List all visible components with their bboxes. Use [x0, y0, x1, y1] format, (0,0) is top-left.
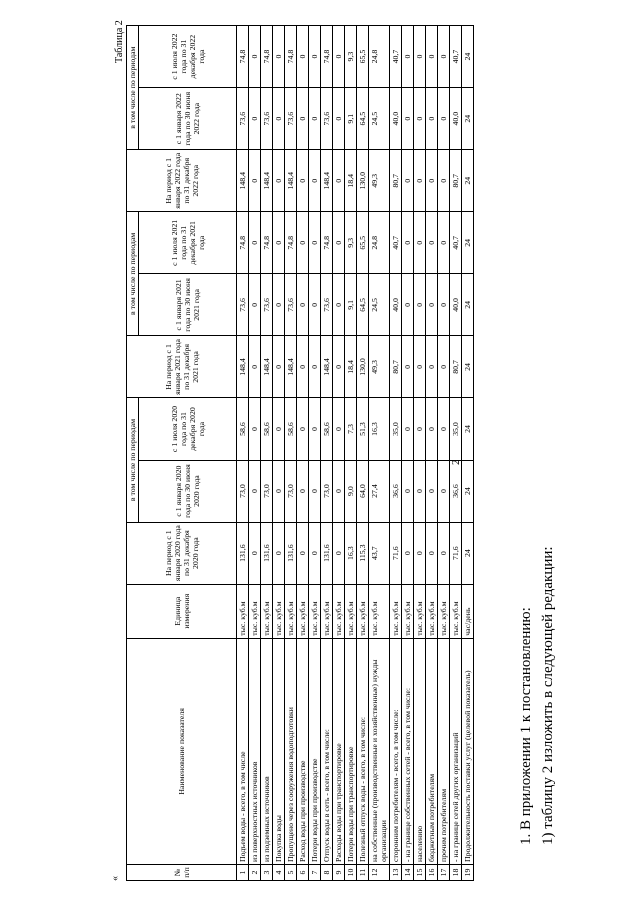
row-unit: тыс. куб.м [237, 584, 249, 638]
row-indicator-name: - на границе сетей других организаций [450, 638, 462, 864]
row-value: 115,3 [357, 522, 369, 584]
row-value: 0 [297, 88, 309, 150]
row-indicator-name: Расходы воды при транспортировке [333, 638, 345, 864]
row-number: 7 [309, 864, 321, 880]
row-value: 24 [462, 336, 474, 398]
row-value: 80,7 [450, 150, 462, 212]
row-value: 0 [426, 274, 438, 336]
row-value: 0 [426, 460, 438, 522]
row-value: 0 [309, 336, 321, 398]
row-unit: тыс. куб.м [345, 584, 357, 638]
header-h1-2021: с 1 января 2021 года по 30 июня 2021 года [139, 274, 237, 336]
row-value: 0 [426, 88, 438, 150]
row-value: 73,6 [261, 88, 273, 150]
table-row [345, 26, 357, 881]
row-value: 0 [426, 522, 438, 584]
row-value: 0 [438, 274, 450, 336]
row-value: 0 [297, 26, 309, 88]
row-value: 73,6 [321, 88, 333, 150]
row-value: 0 [249, 398, 261, 460]
row-value: 74,8 [285, 212, 297, 274]
row-value: 40,7 [390, 26, 402, 88]
row-value: 148,4 [321, 336, 333, 398]
row-value: 0 [309, 460, 321, 522]
row-unit: тыс. куб.м [357, 584, 369, 638]
row-value: 35,0 [390, 398, 402, 460]
row-value: 24 [462, 150, 474, 212]
row-value: 40,7 [450, 212, 462, 274]
row-value: 24 [462, 460, 474, 522]
header-num: № п/п [127, 864, 237, 880]
row-value: 0 [273, 460, 285, 522]
row-value: 148,4 [261, 336, 273, 398]
row-value: 73,6 [237, 274, 249, 336]
row-value: 40,0 [390, 88, 402, 150]
row-value: 0 [309, 150, 321, 212]
row-value: 24,5 [369, 274, 390, 336]
row-value: 0 [426, 212, 438, 274]
row-value: 0 [414, 88, 426, 150]
row-value: 43,7 [369, 522, 390, 584]
header-h2-2020: с 1 июля 2020 года по 31 декабря 2020 года [139, 398, 237, 460]
row-unit: тыс. куб.м [438, 584, 450, 638]
quote-mark: « [110, 876, 121, 881]
row-value: 0 [249, 274, 261, 336]
row-value: 74,8 [261, 212, 273, 274]
row-value: 9,1 [345, 88, 357, 150]
row-value: 73,6 [321, 274, 333, 336]
row-value: 0 [438, 150, 450, 212]
row-indicator-name: сторонним потребителям - всего, в том числе: [390, 638, 402, 864]
row-number: 9 [333, 864, 345, 880]
row-indicator-name: на собственные (производственные и хозяйственные) нужды организации [369, 638, 390, 864]
row-value: 74,8 [321, 26, 333, 88]
row-number: 2 [249, 864, 261, 880]
row-value: 0 [249, 460, 261, 522]
table-row [297, 26, 309, 881]
table-row [402, 26, 414, 881]
table-row [285, 26, 297, 881]
row-value: 58,6 [285, 398, 297, 460]
row-value: 0 [414, 150, 426, 212]
row-value: 49,3 [369, 336, 390, 398]
row-unit: тыс. куб.м [333, 584, 345, 638]
row-value: 74,8 [237, 212, 249, 274]
row-value: 58,6 [237, 398, 249, 460]
row-value: 16,3 [369, 398, 390, 460]
row-value: 0 [297, 212, 309, 274]
row-value: 0 [249, 150, 261, 212]
row-value: 24 [462, 88, 474, 150]
row-number: 11 [357, 864, 369, 880]
row-value: 65,5 [357, 26, 369, 88]
header-name: Наименование показателя [127, 638, 237, 864]
table-row [462, 26, 474, 881]
table-row [369, 26, 390, 881]
row-value: 40,0 [450, 274, 462, 336]
table-body [237, 26, 474, 881]
row-value: 0 [426, 336, 438, 398]
row-value: 131,6 [261, 522, 273, 584]
row-value: 0 [414, 26, 426, 88]
row-value: 73,0 [237, 460, 249, 522]
row-indicator-name: бюджетным потребителям [426, 638, 438, 864]
row-value: 0 [333, 460, 345, 522]
row-value: 0 [249, 212, 261, 274]
row-value: 36,6 [450, 460, 462, 522]
row-unit: тыс. куб.м [273, 584, 285, 638]
row-indicator-name: населению [414, 638, 426, 864]
row-value: 131,6 [285, 522, 297, 584]
row-number: 13 [390, 864, 402, 880]
row-value: 24,5 [369, 88, 390, 150]
row-value: 0 [402, 212, 414, 274]
row-indicator-name: Отпуск воды в сеть - всего, в том числе: [321, 638, 333, 864]
row-value: 0 [333, 150, 345, 212]
row-value: 0 [273, 26, 285, 88]
row-number: 19 [462, 864, 474, 880]
row-value: 0 [414, 522, 426, 584]
row-value: 0 [402, 398, 414, 460]
table-row [237, 26, 249, 881]
row-value: 0 [273, 522, 285, 584]
row-value: 0 [333, 212, 345, 274]
row-value: 71,6 [450, 522, 462, 584]
row-unit: тыс. куб.м [321, 584, 333, 638]
header-period-2020: На период с 1 января 2020 года по 31 декабря 2020 года [127, 522, 237, 584]
row-value: 0 [333, 274, 345, 336]
row-value: 7,3 [345, 398, 357, 460]
row-value: 80,7 [390, 150, 402, 212]
row-indicator-name: - на границе собственных сетей - всего, в том числе: [402, 638, 414, 864]
row-value: 0 [297, 460, 309, 522]
header-incl-2020: в том числе по периодам [127, 398, 139, 522]
row-value: 64,5 [357, 274, 369, 336]
header-period-2022: На период с 1 января 2022 года по 31 декабря 2022 года [127, 150, 237, 212]
row-value: 73,0 [285, 460, 297, 522]
row-value: 148,4 [261, 150, 273, 212]
row-value: 51,3 [357, 398, 369, 460]
row-value: 0 [426, 150, 438, 212]
row-value: 27,4 [369, 460, 390, 522]
row-value: 0 [402, 274, 414, 336]
header-h2-2021: с 1 июля 2021 года по 31 декабря 2021 года [139, 212, 237, 274]
row-indicator-name: Продолжительность поставки услуг (целевой показатель) [462, 638, 474, 864]
row-value: 9,3 [345, 26, 357, 88]
row-value: 74,8 [285, 26, 297, 88]
row-number: 10 [345, 864, 357, 880]
row-indicator-name: из подземных источников [261, 638, 273, 864]
row-unit: тыс. куб.м [450, 584, 462, 638]
row-unit: тыс. куб.м [426, 584, 438, 638]
row-value: 0 [414, 460, 426, 522]
row-value: 0 [414, 398, 426, 460]
row-indicator-name: Полезный отпуск воды - всего, в том числе: [357, 638, 369, 864]
header-period-2021: На период с 1 января 2021 года по 31 декабря 2021 года [127, 336, 237, 398]
row-indicator-name: Покупка воды [273, 638, 285, 864]
table-row [321, 26, 333, 881]
row-value: 0 [297, 522, 309, 584]
row-value: 24 [462, 522, 474, 584]
row-indicator-name: Пропущено через сооружения водоподготовки [285, 638, 297, 864]
row-unit: тыс. куб.м [414, 584, 426, 638]
row-value: 0 [309, 522, 321, 584]
row-value: 74,8 [261, 26, 273, 88]
row-value: 0 [309, 398, 321, 460]
row-unit: тыс. куб.м [309, 584, 321, 638]
table-row [357, 26, 369, 881]
table-row [438, 26, 450, 881]
row-value: 73,6 [285, 88, 297, 150]
row-indicator-name: Подъем воды - всего, в том числе [237, 638, 249, 864]
row-value: 18,4 [345, 336, 357, 398]
table-row [249, 26, 261, 881]
row-value: 74,8 [321, 212, 333, 274]
row-unit: тыс. куб.м [261, 584, 273, 638]
row-indicator-name: прочим потребителям [438, 638, 450, 864]
row-number: 8 [321, 864, 333, 880]
row-value: 0 [297, 398, 309, 460]
row-number: 3 [261, 864, 273, 880]
table-row [309, 26, 321, 881]
row-indicator-name: Расход воды при производстве [297, 638, 309, 864]
row-unit: тыс. куб.м [390, 584, 402, 638]
row-value: 0 [414, 336, 426, 398]
row-value: 9,3 [345, 212, 357, 274]
row-value: 73,6 [237, 88, 249, 150]
row-unit: тыс. куб.м [297, 584, 309, 638]
row-value: 65,5 [357, 212, 369, 274]
row-value: 16,3 [345, 522, 357, 584]
row-value: 0 [333, 398, 345, 460]
row-value: 0 [249, 336, 261, 398]
row-value: 24 [462, 398, 474, 460]
row-value: 0 [273, 336, 285, 398]
row-value: 0 [402, 150, 414, 212]
row-value: 18,4 [345, 150, 357, 212]
row-number: 1 [237, 864, 249, 880]
header-h2-2022: с 1 июля 2022 года по 31 декабря 2022 года [139, 26, 237, 88]
row-value: 0 [414, 274, 426, 336]
row-value: 71,6 [390, 522, 402, 584]
row-number: 18 [450, 864, 462, 880]
row-value: 64,5 [357, 88, 369, 150]
row-indicator-name: из поверхностных источников [249, 638, 261, 864]
row-value: 0 [402, 460, 414, 522]
row-unit: час/день [462, 584, 474, 638]
row-value: 73,6 [285, 274, 297, 336]
row-value: 0 [438, 336, 450, 398]
row-value: 9,1 [345, 274, 357, 336]
table-label: Таблица 2 [114, 20, 125, 63]
row-value: 0 [333, 88, 345, 150]
row-value: 0 [438, 212, 450, 274]
row-value: 0 [426, 398, 438, 460]
row-number: 4 [273, 864, 285, 880]
row-value: 0 [249, 88, 261, 150]
table-row [390, 26, 402, 881]
row-value: 80,7 [450, 336, 462, 398]
row-value: 0 [297, 150, 309, 212]
row-indicator-name: Потери воды при транспортировке [345, 638, 357, 864]
row-value: 0 [402, 336, 414, 398]
table-row [414, 26, 426, 881]
row-value: 148,4 [237, 150, 249, 212]
row-number: 16 [426, 864, 438, 880]
row-indicator-name: Потери воды при производстве [309, 638, 321, 864]
row-value: 131,6 [321, 522, 333, 584]
row-value: 0 [438, 522, 450, 584]
row-number: 17 [438, 864, 450, 880]
intro-line-2: 1) таблицу 2 изложить в следующей редакции: [540, 546, 556, 845]
row-value: 0 [273, 88, 285, 150]
row-value: 49,3 [369, 150, 390, 212]
row-value: 24,8 [369, 212, 390, 274]
row-value: 24 [462, 212, 474, 274]
row-value: 24 [462, 274, 474, 336]
row-value: 35,0 [450, 398, 462, 460]
row-value: 0 [402, 522, 414, 584]
row-value: 73,6 [261, 274, 273, 336]
row-value: 36,6 [390, 460, 402, 522]
row-value: 0 [297, 274, 309, 336]
table-row [426, 26, 438, 881]
row-number: 5 [285, 864, 297, 880]
row-value: 74,8 [237, 26, 249, 88]
table-row [333, 26, 345, 881]
row-value: 0 [333, 336, 345, 398]
header-incl-2021: в том числе по периодам [127, 212, 139, 336]
row-value: 0 [309, 212, 321, 274]
row-value: 0 [249, 26, 261, 88]
row-unit: тыс. куб.м [369, 584, 390, 638]
row-unit: тыс. куб.м [285, 584, 297, 638]
row-value: 0 [438, 460, 450, 522]
row-number: 12 [369, 864, 390, 880]
row-value: 148,4 [237, 336, 249, 398]
row-value: 130,0 [357, 150, 369, 212]
header-h1-2020: с 1 января 2020 года по 30 июня 2020 года [139, 460, 237, 522]
row-value: 58,6 [321, 398, 333, 460]
row-value: 24 [462, 26, 474, 88]
row-value: 148,4 [285, 336, 297, 398]
row-value: 0 [309, 26, 321, 88]
header-unit: Единица измерения [127, 584, 237, 638]
row-number: 14 [402, 864, 414, 880]
row-number: 6 [297, 864, 309, 880]
row-value: 0 [273, 274, 285, 336]
row-value: 0 [273, 398, 285, 460]
table-row [261, 26, 273, 881]
row-value: 0 [414, 212, 426, 274]
header-h1-2022: с 1 января 2022 года по 30 июня 2022 года [139, 88, 237, 150]
intro-line-1: 1. В приложении 1 к постановлению: [518, 607, 534, 845]
row-value: 148,4 [285, 150, 297, 212]
row-value: 0 [249, 522, 261, 584]
header-incl-2022: в том числе по периодам [127, 26, 139, 150]
row-value: 40,7 [390, 212, 402, 274]
row-value: 0 [309, 88, 321, 150]
row-value: 0 [297, 336, 309, 398]
row-value: 9,0 [345, 460, 357, 522]
row-value: 0 [273, 150, 285, 212]
row-value: 80,7 [390, 336, 402, 398]
row-value: 40,7 [450, 26, 462, 88]
row-value: 0 [333, 26, 345, 88]
row-value: 40,0 [390, 274, 402, 336]
row-value: 73,0 [321, 460, 333, 522]
table-row [450, 26, 462, 881]
row-value: 131,6 [237, 522, 249, 584]
row-value: 64,0 [357, 460, 369, 522]
table-row [273, 26, 285, 881]
row-value: 58,6 [261, 398, 273, 460]
row-value: 0 [273, 212, 285, 274]
row-value: 0 [438, 398, 450, 460]
row-value: 0 [402, 88, 414, 150]
row-value: 73,0 [261, 460, 273, 522]
row-unit: тыс. куб.м [402, 584, 414, 638]
row-value: 0 [309, 274, 321, 336]
row-value: 24,8 [369, 26, 390, 88]
row-value: 40,0 [450, 88, 462, 150]
row-value: 148,4 [321, 150, 333, 212]
row-value: 130,0 [357, 336, 369, 398]
row-value: 0 [438, 26, 450, 88]
row-number: 15 [414, 864, 426, 880]
row-unit: тыс. куб.м [249, 584, 261, 638]
row-value: 0 [438, 88, 450, 150]
row-value: 0 [333, 522, 345, 584]
row-value: 0 [402, 26, 414, 88]
row-value: 0 [426, 26, 438, 88]
page-number: 2 [450, 459, 462, 465]
indicators-table [126, 25, 474, 881]
